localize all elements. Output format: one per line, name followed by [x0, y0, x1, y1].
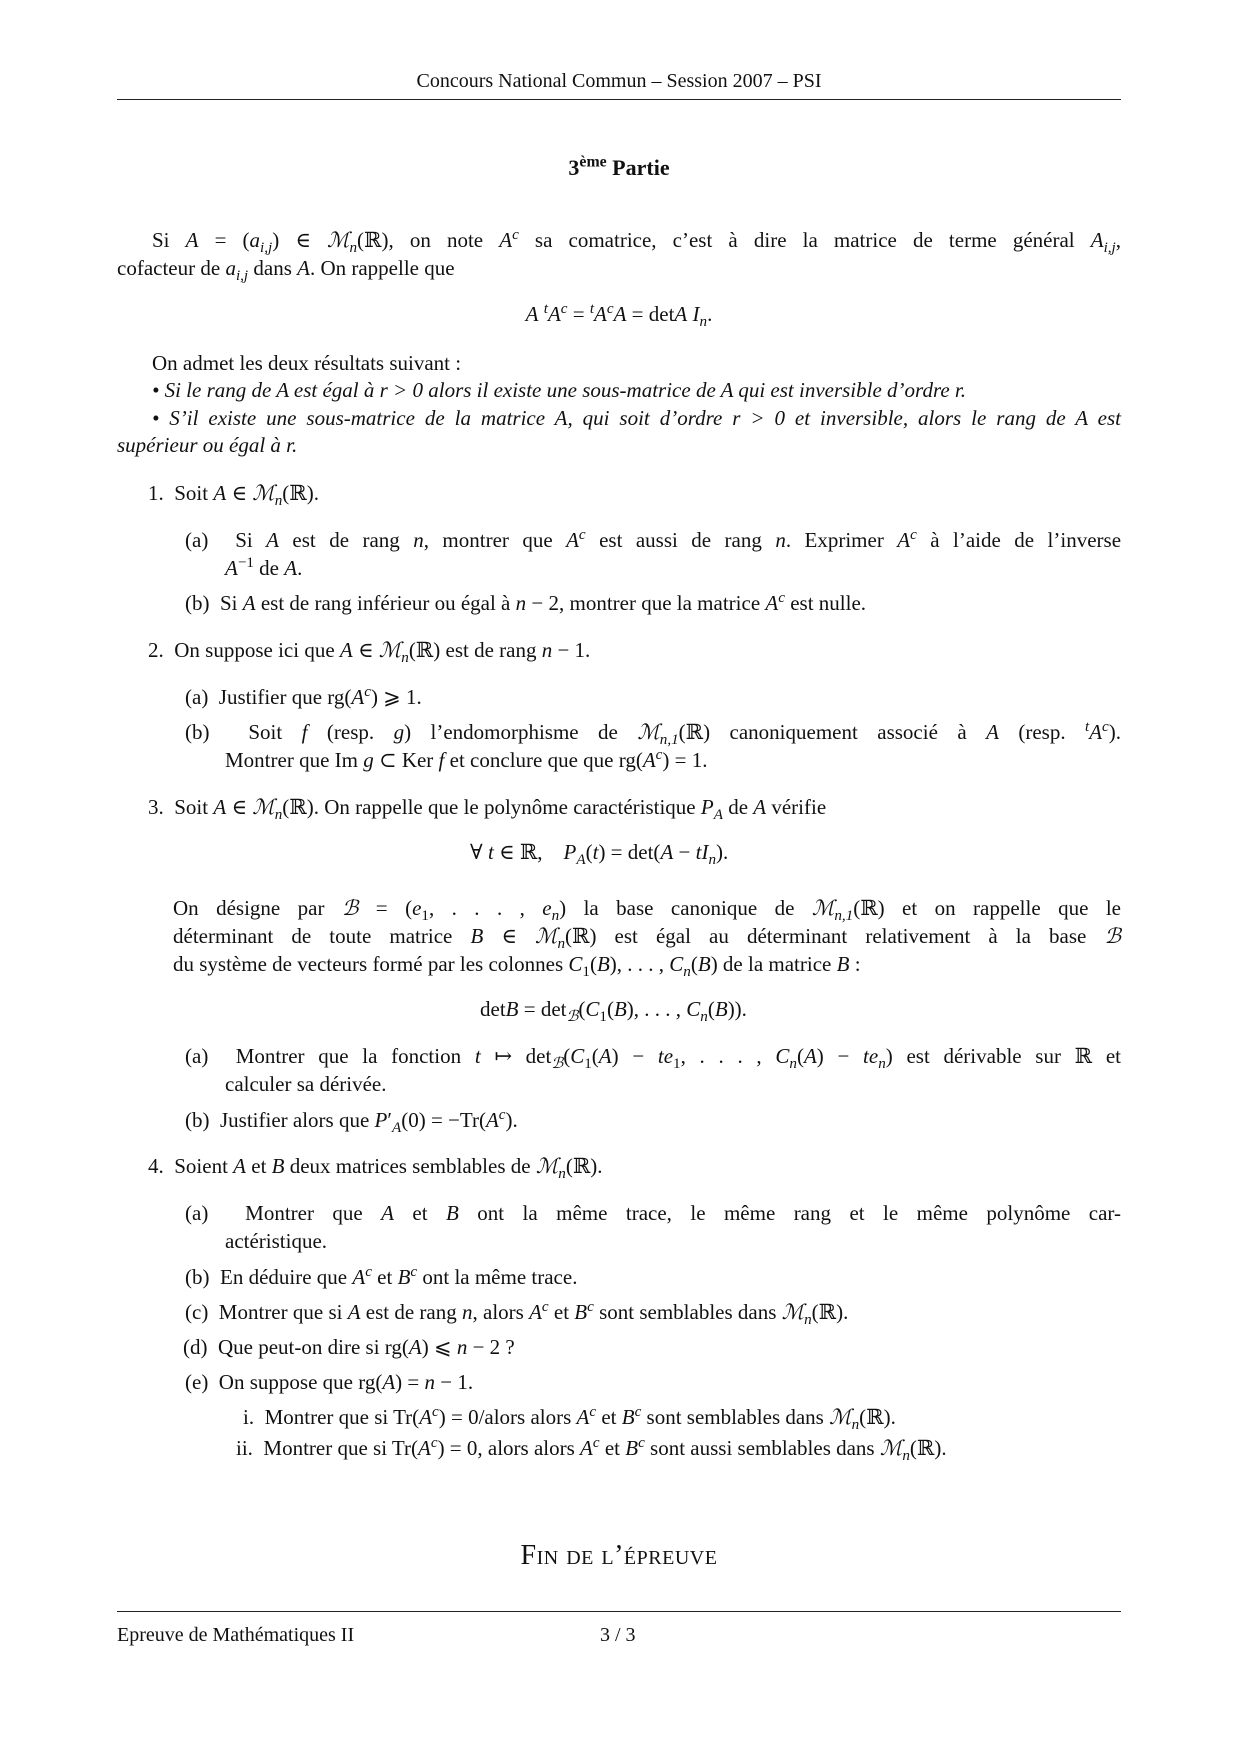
page-header: Concours National Commun – Session 2007 – PSI: [416, 70, 822, 92]
part-title: 3ème Partie: [568, 153, 670, 180]
question-2a: (a) Justifier que $rg(A^c)$ ⩾ 1.: [185, 684, 422, 709]
question-4a: (a) Montrer que A et B ont la même trace, le même rang et le même polynôme car-: [185, 1201, 1121, 1225]
end-of-exam: Fin de l’épreuve: [520, 1540, 718, 1571]
question-3-text-3: du système de vecteurs formé par les colonnes $C_1(B)$, . . . , $C_n(B)$ de la matrice B :: [173, 952, 861, 981]
char-poly-formula: ∀ t ∈ ℝ, $P_A(t) = \det(A - tI_n)$.: [470, 840, 729, 869]
admitted-result-2-cont: supérieur ou égal à r.: [117, 433, 298, 457]
question-4e-i: i. Montrer que si $Tr(A^c)$ = 0/alors alors $A^c$ et $B^c$ sont semblables dans ℳ$_n$(ℝ).: [243, 1404, 896, 1434]
footer-subject: Epreuve de Mathématiques II: [117, 1624, 355, 1646]
question-3-text-1: On désigne par ℬ = ($e_1$, . . . , $e_n$) la base canonique de ℳ$_{n,1}$(ℝ) et on rappelle que le: [173, 896, 1121, 925]
question-4a-cont: actéristique.: [225, 1229, 328, 1253]
footer-rule: [117, 1611, 1121, 1612]
question-4d: (d) Que peut-on dire si rg(A) ⩽ n − 2 ?: [183, 1335, 515, 1359]
question-4b: (b) En déduire que $A^c$ et $B^c$ ont la même trace.: [185, 1264, 578, 1289]
comatrix-identity: A $^tA^c = ^tA^cA = \det A$ $I_n$.: [525, 301, 713, 331]
question-3: 3. Soit A ∈ ℳ$_n$(ℝ). On rappelle que le polynôme caractéristique $P_A$ de A vérifie: [148, 795, 827, 824]
intro-line-1: Si $A = (a_{i,j})$ ∈ ℳ$_n$(ℝ), on note $A^c$ sa comatrice, c’est à dire la matrice de terme général $A_{i,j}$,: [152, 227, 1122, 257]
header-rule: [117, 99, 1121, 100]
question-4c: (c) Montrer que si A est de rang n, alors $A^c$ et $B^c$ sont semblables dans ℳ$_n$(ℝ).: [185, 1299, 849, 1329]
question-3b: (b) Justifier alors que $P'_A(0) = -Tr(A^c)$.: [185, 1107, 518, 1137]
question-4e-ii: ii. Montrer que si $Tr(A^c) = 0$, alors alors $A^c$ et $B^c$ sont aussi semblables dans ℳ$_n$(ℝ).: [236, 1435, 947, 1465]
question-1a: (a) Si A est de rang n, montrer que $A^c$ est aussi de rang n. Exprimer $A^c$ à l’aide de l’inverse: [185, 527, 1122, 552]
question-1a-cont: $A^{-1}$ de A.: [225, 555, 303, 580]
admitted-result-2: • S’il existe une sous-matrice de la matrice A, qui soit d’ordre r > 0 et inversible, alors le rang de A est: [152, 406, 1121, 430]
question-1: 1. Soit A ∈ ℳ$_n$(ℝ).: [148, 481, 319, 510]
admitted-intro: On admet les deux résultats suivant :: [152, 351, 462, 375]
det-formula: $\det B = \det_ℬ(C_1(B)$, . . . , $C_n(B)$).: [480, 997, 747, 1026]
question-3-text-2: déterminant de toute matrice B ∈ ℳ$_n$(ℝ) est égal au déterminant relativement à la base ℬ: [173, 924, 1121, 953]
question-3a-cont: calculer sa dérivée.: [225, 1072, 387, 1096]
admitted-result-1: • Si le rang de A est égal à r > 0 alors il existe une sous-matrice de A qui est inversible d’ordre r.: [152, 378, 966, 402]
question-4e: (e) On suppose que rg(A) = n − 1.: [185, 1370, 474, 1394]
page-number: 3 / 3: [600, 1624, 636, 1646]
question-2b: (b) Soit f (resp. g) l’endomorphisme de ℳ$_{n,1}$(ℝ) canoniquement associé à A (resp. $^tA^c$).: [185, 719, 1121, 749]
question-2: 2. On suppose ici que A ∈ ℳ$_n$(ℝ) est de rang n − 1.: [148, 638, 591, 667]
question-4: 4. Soient A et B deux matrices semblables de ℳ$_n$(ℝ).: [148, 1154, 603, 1183]
intro-line-2: cofacteur de $a_{i,j}$ dans A. On rappelle que: [117, 256, 455, 285]
question-2b-cont: Montrer que Im g ⊂ Ker f et conclure que que $rg(A^c) = 1$.: [225, 747, 708, 772]
question-3a: (a) Montrer que la fonction t ↦ $\det_ℬ(C_1(A) - te_1$, . . . , $C_n(A) - te_n$) est dérivable sur ℝ et: [185, 1044, 1121, 1073]
question-1b: (b) Si A est de rang inférieur ou égal à n − 2, montrer que la matrice $A^c$ est nulle.: [185, 590, 867, 615]
